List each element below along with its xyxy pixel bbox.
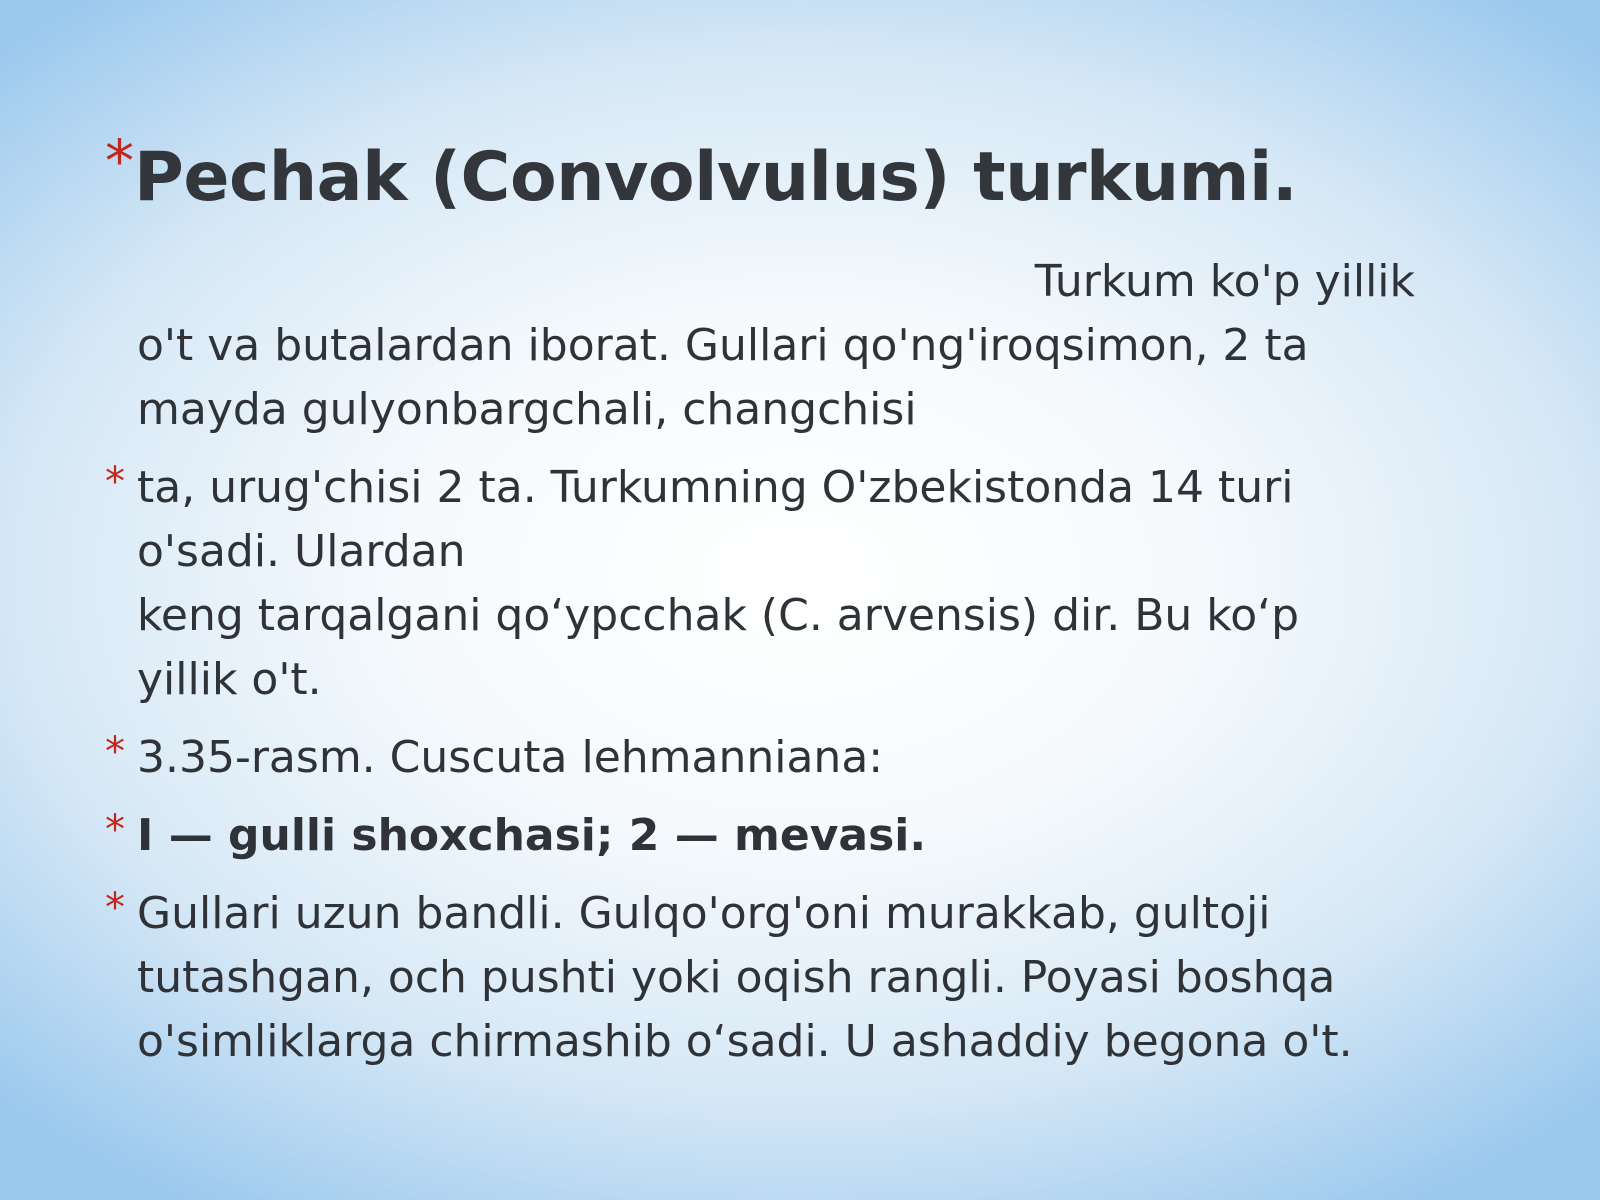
slide-title: Pechak (Convolvulus) turkumi.: [134, 138, 1298, 217]
paragraph-text: Gullari uzun bandli. Gulqo'org'oni murakkab, gultoji tutashgan, och pushti yoki oqish rangli. Poyasi boshqa o'simliklarga chirmashib o‘sadi. U ashaddiy begona o't.: [137, 888, 1353, 1067]
title-row: [105, 127, 1535, 226]
bullet-icon: *: [105, 885, 125, 931]
paragraph-first-line: Turkum ko'p yillik: [1034, 256, 1415, 307]
paragraph-body: o't va butalardan iborat. Gullari qo'ng'iroqsimon, 2 ta mayda gulyonbargchali, changchisi: [137, 320, 1309, 435]
bullet-icon: *: [105, 459, 125, 505]
paragraph-2: [105, 456, 1555, 712]
title-bullet-icon: *: [105, 127, 134, 195]
paragraph-text: ta, urug'chisi 2 ta. Turkumning O'zbekistonda 14 turi o'sadi. Ulardan keng tarqalgani qo‘ypcchak (C. arvensis) dir. Bu ko‘p yillik o't.: [137, 462, 1300, 705]
figure-caption: 3.35-rasm. Cuscuta lehmanniana:: [137, 732, 884, 783]
bullet-icon: *: [105, 807, 125, 853]
slide-body: [105, 250, 1555, 1088]
bullet-icon: *: [105, 729, 125, 775]
paragraph-5: [105, 882, 1555, 1074]
paragraph-3: [105, 726, 1555, 790]
figure-legend: I — gulli shoxchasi; 2 — mevasi.: [137, 810, 927, 861]
paragraph-4: [105, 804, 1555, 868]
paragraph-1: [105, 250, 1555, 442]
paragraph-text: [137, 250, 1555, 442]
